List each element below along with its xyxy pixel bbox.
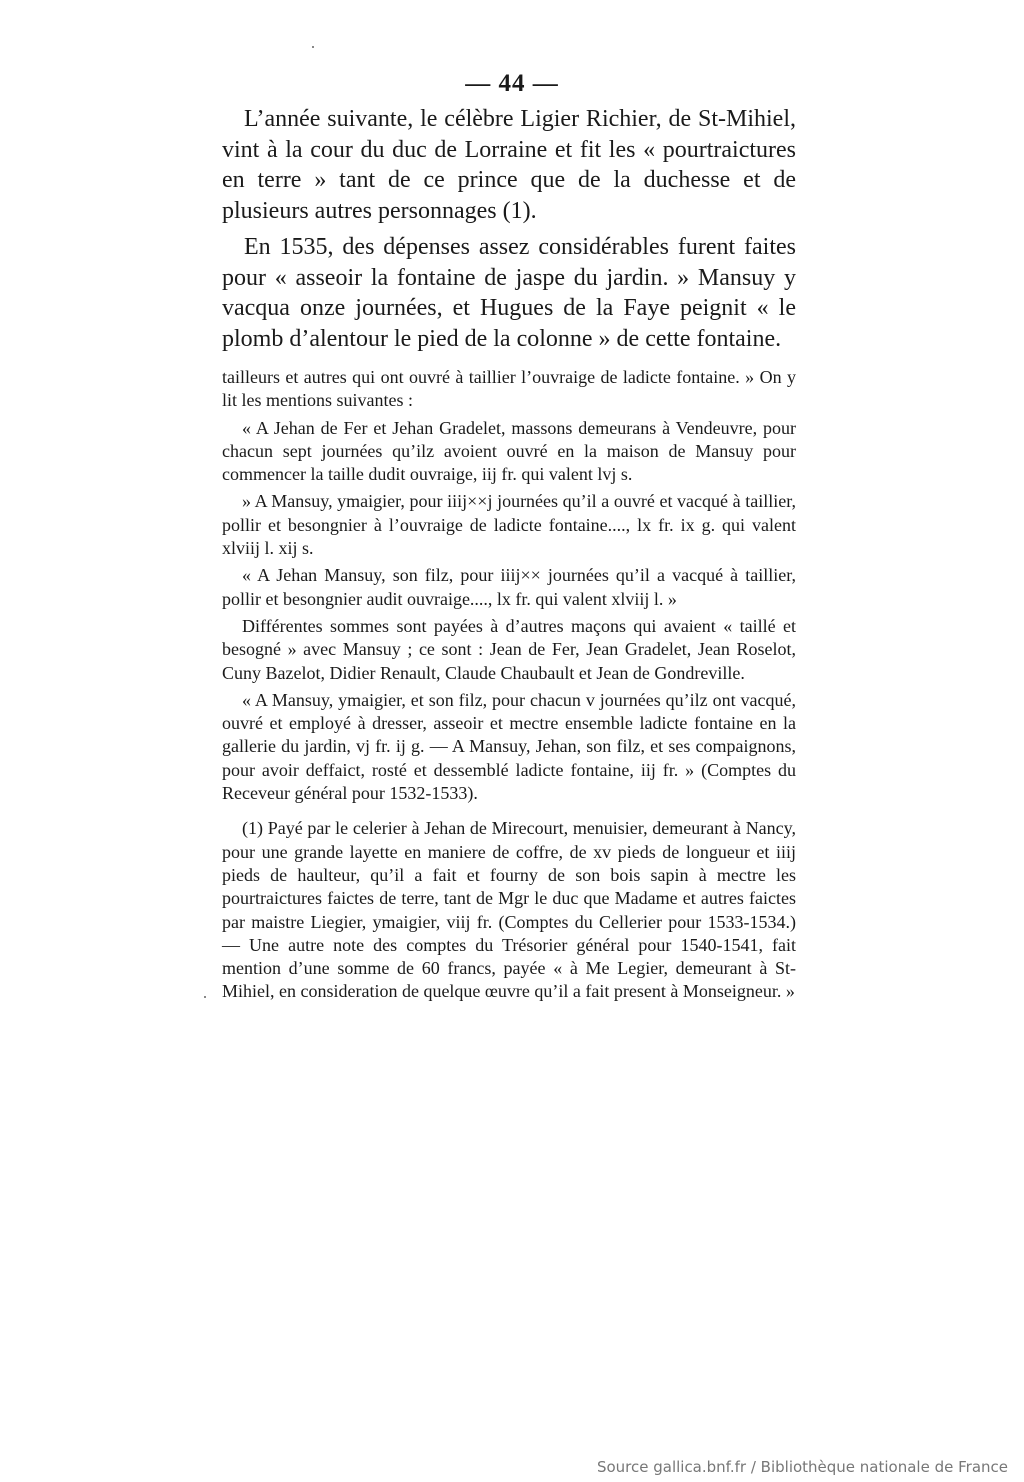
footnote-1: (1) Payé par le celerier à Jehan de Mirecourt, menuisier, demeurant à Nancy, pour une grande layette en maniere de coffre, de xv pieds de longueur et iiij pieds de haulteur, qu’il a fait et fourny de son bois sapin à mectre les pourtraictures faictes de terre, tant de Mgr le duc que Madame et autres faictes par maistre Liegier, ymaigier, viij fr. (Comptes du Cellerier pour 1533-1534.) — Une autre note des comptes du Trésorier général pour 1540-1541, fait mention d’une somme de 60 francs, payée « à Me Legier, demeurant à St-Mihiel, en consideration de quelque œuvre qu’il a fait present à Monseigneur. » (222, 818, 796, 1002)
source-credit: Source gallica.bnf.fr / Bibliothèque nationale de France (596, 1458, 1008, 1476)
note-paragraph: Différentes sommes sont payées à d’autres maçons qui avaient « taillé et besogné » avec Mansuy ; ce sont : Jean de Fer, Jean Gradelet, Jean Roselot, Cuny Bazelot, Didier Renault, Claude Chaubault et Jean de Gondreville. (222, 615, 796, 683)
main-paragraph: L’année suivante, le célèbre Ligier Richier, de St-Mihiel, vint à la cour du duc de Lorraine et fit les « pourtraictures en terre » tant de ce prince que de la duchesse et de plusieurs autres personnages (1). (222, 106, 796, 224)
note-paragraph: « A Mansuy, ymaigier, et son filz, pour chacun v journées qu’ilz ont vacqué, ouvré et employé à dresser, asseoir et mectre ensemble ladicte fontaine en la gallerie du jardin, vj fr. ij g. — A Mansuy, Jehan, son filz, et ses compaignons, pour avoir deffaict, rosté et dessemblé ladicte fontaine, iij fr. » (Comptes du Receveur général pour 1532-1533). (222, 689, 796, 804)
main-paragraph: En 1535, des dépenses assez considérables furent faites pour « asseoir la fontaine de jaspe du jardin. » Mansuy y vacqua onze journées, et Hugues de la Faye peignit « le plomb d’alentour le pied de la colonne » de cette fontaine. (222, 234, 796, 352)
scan-speck (312, 46, 314, 48)
note-paragraph: tailleurs et autres qui ont ouvré à taillier l’ouvraige de ladicte fontaine. » On y lit les mentions suivantes : (222, 367, 796, 411)
scan-speck (204, 996, 206, 998)
note-paragraph: « A Jehan Mansuy, son filz, pour iiij×× journées qu’il a vacqué à taillier, pollir et besongnier audit ouvraige...., lx fr. qui valent xlviij l. » (222, 565, 796, 609)
main-text (222, 104, 796, 360)
note-paragraph: » A Mansuy, ymaigier, pour iiij××j journées qu’il a ouvré et vacqué à taillier, pollir et besongnier à l’ouvraige de ladicte fontaine...., lx fr. ix g. qui valent xlviij l. xij s. (222, 491, 796, 559)
note-paragraph: « A Jehan de Fer et Jehan Gradelet, massons demeurans à Vendeuvre, pour chacun sept journées qu’ilz avoient ouvré en la maison de Mansuy pour commencer la taille dudit ouvraige, iij fr. qui valent lvj s. (222, 417, 796, 485)
page-number: — 44 — (465, 70, 559, 97)
footnotes (222, 366, 796, 1008)
